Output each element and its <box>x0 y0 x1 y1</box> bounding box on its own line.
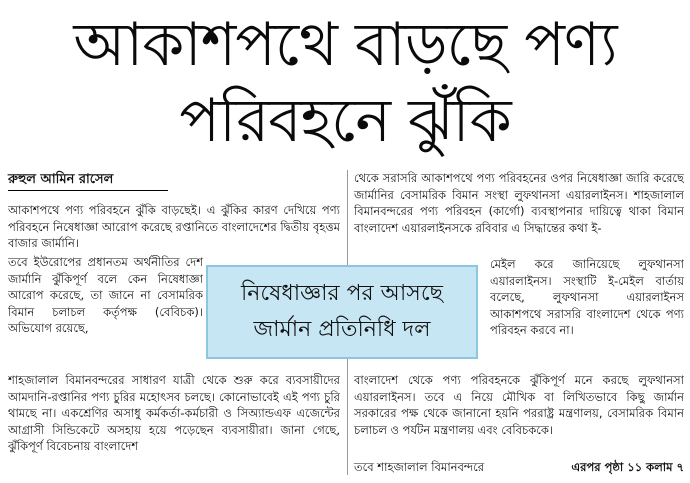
body-paragraph-right-top: থেকে সরাসরি আকাশপথে পণ্য পরিবহনের ওপর নিষেধাজ্ঞা জারি করেছে জার্মানির বেসামরিক বিমান সংস্থা লুফথানসা এয়ারলাইনস। শাহজালাল বিমানবন্দরের পণ্য পরিবহন (কার্গো) ব্যবস্থাপনার দায়িত্বে থাকা বিমান বাংলাদেশ এয়ারলাইনসকে রবিবার এ সিদ্ধান্তের কথা ই- <box>354 171 684 235</box>
pull-quote-line-2: জার্মান প্রতিনিধি দল <box>253 317 431 342</box>
continuation-line <box>354 458 684 476</box>
continuation-text: তবে শাহজালাল বিমানবন্দরে <box>354 460 485 474</box>
body-paragraph-intro: আকাশপথে পণ্য পরিবহনে ঝুঁকি বাড়ছেই। এ ঝুঁকির কারণ দেখিয়ে পণ্য পরিবহনে নিষেধাজ্ঞা আরোপ করেছে রপ্তানিতে বাংলাদেশের দ্বিতীয় বৃহত্তম বাজার জার্মানি। <box>8 203 340 251</box>
byline-underline <box>8 190 168 191</box>
byline: রুহুল আমিন রাসেল <box>8 172 114 187</box>
page-jump-label: এরপর পৃষ্ঠা ১১ কলাম ৭ <box>571 460 684 474</box>
headline-line-2: পরিবহনে ঝুঁকি <box>179 86 511 156</box>
body-paragraph-left-bottom: শাহজালাল বিমানবন্দরের সাধারণ যাত্রী থেকে শুরু করে ব্যবসায়ীদের আমদানি-রপ্তানির পণ্য চুরির মহোৎসব চলছে। কোনোভাবেই এই পণ্য চুরি থামছে না। একশ্রেণির অসাধু কর্মকর্তা-কর্মচারী ও সিঅ্যান্ডএফ এজেন্টের আগ্রাসী সিন্ডিকেটে অসহায় হয়ে পড়েছেন ব্যবসায়ীরা। জানা গেছে, ঝুঁকিপূর্ণ বিবেচনায় বাংলাদেশ <box>8 373 340 454</box>
body-paragraph-left-wrap: তবে ইউরোপের প্রধানতম অর্থনীতির দেশ জার্মানি ঝুঁকিপূর্ণ বলে কেন নিষেধাজ্ঞা আরোপ করেছে, তা জানে না বেসামরিক বিমান চলাচল কর্তৃপক্ষ (বেবিচক)। অভিযোগ রয়েছে, <box>8 255 203 336</box>
body-paragraph-right-bottom: বাংলাদেশ থেকে পণ্য পরিবহনকে ঝুঁকিপূর্ণ মনে করছে লুফথানসা এয়ারলাইনস। তবে এ নিয়ে মৌখিক বা লিখিতভাবে কিছু জার্মান সরকারের পক্ষ থেকে জানানো হয়নি পররাষ্ট্র মন্ত্রণালয়, বেসামরিক বিমান চলাচল ও পর্যটন মন্ত্রণালয় এবং বেবিচককে। <box>354 373 684 437</box>
pull-quote-line-1: নিষেধাজ্ঞার পর আসছে <box>240 281 444 306</box>
body-paragraph-right-wrap: মেইল করে জানিয়েছে লুফথানসা এয়ারলাইনস। সংস্থাটি ই-মেইল বার্তায় বলেছে, লুফথানসা এয়ারলাইনস আকাশপথে সরাসরি বাংলাদেশ থেকে পণ্য পরিবহন করবে না। <box>490 257 684 338</box>
headline-line-1: আকাশপথে বাড়ছে পণ্য <box>73 10 617 80</box>
pull-quote-box <box>206 265 478 359</box>
